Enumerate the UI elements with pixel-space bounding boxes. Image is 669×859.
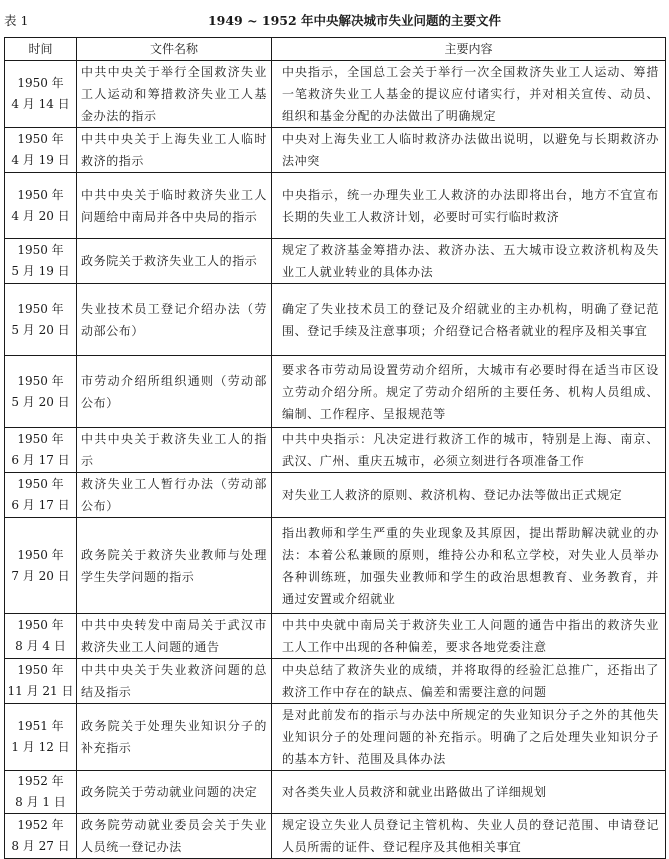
table-row xyxy=(5,814,666,859)
table-row xyxy=(5,518,666,614)
date-day: 5 月 20 日 xyxy=(11,394,70,409)
date-day: 4 月 14 日 xyxy=(11,97,70,111)
cell-main-content: 对各类失业人员救济和就业出路做出了详细规划 xyxy=(272,771,666,814)
table-row xyxy=(5,61,666,128)
table-row xyxy=(5,704,666,771)
table-row xyxy=(5,284,666,356)
cell-date xyxy=(5,814,77,859)
date-year: 1950 年 xyxy=(17,432,64,446)
date-year: 1950 年 xyxy=(17,76,64,90)
header-document-name: 文件名称 xyxy=(77,38,272,61)
cell-document-name: 中共中央关于失业救济问题的总结及指示 xyxy=(77,659,272,704)
cell-main-content: 确定了失业技术员工的登记及介绍就业的主办机构，明确了登记范围、登记手续及注意事项；介绍登记合格者就业的程序及相关事宜 xyxy=(272,284,666,356)
date-year: 1950 年 xyxy=(17,663,64,677)
date-year: 1950 年 xyxy=(17,373,64,388)
cell-date xyxy=(5,239,77,284)
date-year: 1950 年 xyxy=(17,618,64,632)
cell-date xyxy=(5,614,77,659)
cell-document-name: 政务院关于处理失业知识分子的补充指示 xyxy=(77,704,272,771)
cell-date xyxy=(5,284,77,356)
date-day: 8 月 27 日 xyxy=(11,839,70,853)
cell-main-content: 中共中央就中南局关于救济失业工人问题的通告中指出的救济失业工人工作中出现的各种偏差，要求各地党委注意 xyxy=(272,614,666,659)
table-label: 表 1 xyxy=(4,13,29,28)
cell-main-content: 是对此前发布的指示与办法中所规定的失业知识分子之外的其他失业知识分子的处理问题的补充指示。明确了之后处理失业知识分子的基本方针、范围及具体办法 xyxy=(272,704,666,771)
cell-date xyxy=(5,428,77,473)
documents-table xyxy=(4,37,666,859)
cell-date xyxy=(5,173,77,239)
header-main-content: 主要内容 xyxy=(272,38,666,61)
date-year: 1950 年 xyxy=(17,132,64,146)
table-row xyxy=(5,356,666,428)
table-row xyxy=(5,173,666,239)
date-year: 1950 年 xyxy=(17,301,64,316)
date-day: 7 月 20 日 xyxy=(11,568,70,583)
cell-date xyxy=(5,61,77,128)
date-year: 1950 年 xyxy=(17,243,64,257)
table-row xyxy=(5,473,666,518)
cell-document-name: 政务院关于劳动就业问题的决定 xyxy=(77,771,272,814)
table-title: 1949 ~ 1952 年中央解决城市失业问题的主要文件 xyxy=(207,13,502,28)
cell-date xyxy=(5,518,77,614)
table-caption xyxy=(0,0,669,34)
cell-main-content: 中央指示，统一办理失业工人救济的办法即将出台，地方不宜宣布长期的失业工人救济计划，必要时可实行临时救济 xyxy=(272,173,666,239)
cell-document-name: 政务院关于救济失业教师与处理学生失学问题的指示 xyxy=(77,518,272,614)
cell-date xyxy=(5,704,77,771)
table-row xyxy=(5,771,666,814)
table-row xyxy=(5,614,666,659)
cell-main-content: 指出教师和学生严重的失业现象及其原因，提出帮助解决就业的办法：本着公私兼顾的原则，维持公办和私立学校，对失业人员举办各种训练班，加强失业教师和学生的政治思想教育、业务教育，并通过安置或介绍就业 xyxy=(272,518,666,614)
date-day: 6 月 17 日 xyxy=(11,453,70,467)
date-day: 5 月 20 日 xyxy=(11,322,70,337)
date-year: 1950 年 xyxy=(17,477,64,491)
cell-date xyxy=(5,473,77,518)
date-year: 1950 年 xyxy=(17,547,64,562)
cell-document-name: 失业技术员工登记介绍办法（劳动部公布） xyxy=(77,284,272,356)
cell-date xyxy=(5,128,77,173)
cell-document-name: 救济失业工人暂行办法（劳动部公布） xyxy=(77,473,272,518)
date-year: 1950 年 xyxy=(17,187,64,202)
cell-document-name: 中共中央关于救济失业工人的指示 xyxy=(77,428,272,473)
cell-document-name: 中共中央关于上海失业工人临时救济的指示 xyxy=(77,128,272,173)
header-time: 时间 xyxy=(5,38,77,61)
date-day: 5 月 19 日 xyxy=(11,264,70,278)
cell-document-name: 中共中央转发中南局关于武汉市救济失业工人问题的通告 xyxy=(77,614,272,659)
cell-document-name: 市劳动介绍所组织通则（劳动部公布） xyxy=(77,356,272,428)
table-row xyxy=(5,428,666,473)
cell-date xyxy=(5,356,77,428)
date-day: 8 月 1 日 xyxy=(15,795,66,809)
cell-main-content: 中央对上海失业工人临时救济办法做出说明，以避免与长期救济办法冲突 xyxy=(272,128,666,173)
date-day: 11 月 21 日 xyxy=(7,684,74,698)
date-year: 1952 年 xyxy=(17,774,64,788)
cell-main-content: 中共中央指示：凡决定进行救济工作的城市，特别是上海、南京、武汉、广州、重庆五城市，必须立刻进行各项准备工作 xyxy=(272,428,666,473)
table-header-row xyxy=(5,38,666,61)
date-day: 8 月 4 日 xyxy=(15,639,66,653)
table-row xyxy=(5,239,666,284)
cell-date xyxy=(5,771,77,814)
date-day: 1 月 12 日 xyxy=(11,740,70,754)
date-day: 6 月 17 日 xyxy=(11,498,70,512)
cell-main-content: 中央指示，全国总工会关于举行一次全国救济失业工人运动、筹措一笔救济失业工人基金的提议应付诸实行，并对相关宣传、动员、组织和基金分配的办法做出了明确规定 xyxy=(272,61,666,128)
table-row xyxy=(5,659,666,704)
cell-main-content: 规定设立失业人员登记主管机构、失业人员的登记范围、申请登记人员所需的证件、登记程序及其他相关事宜 xyxy=(272,814,666,859)
cell-document-name: 中共中央关于临时救济失业工人问题给中南局并各中央局的指示 xyxy=(77,173,272,239)
cell-date xyxy=(5,659,77,704)
cell-document-name: 政务院关于救济失业工人的指示 xyxy=(77,239,272,284)
cell-main-content: 中央总结了救济失业的成绩，并将取得的经验汇总推广，还指出了救济工作中存在的缺点、偏差和需要注意的问题 xyxy=(272,659,666,704)
cell-document-name: 政务院劳动就业委员会关于失业人员统一登记办法 xyxy=(77,814,272,859)
date-year: 1951 年 xyxy=(17,719,64,733)
cell-main-content: 对失业工人救济的原则、救济机构、登记办法等做出正式规定 xyxy=(272,473,666,518)
date-year: 1952 年 xyxy=(17,818,64,832)
table-row xyxy=(5,128,666,173)
cell-main-content: 要求各市劳动局设置劳动介绍所，大城市有必要时得在适当市区设立劳动介绍分所。规定了劳动介绍所的主要任务、机构人员组成、编制、工作程序、呈报规范等 xyxy=(272,356,666,428)
date-day: 4 月 20 日 xyxy=(11,208,70,223)
date-day: 4 月 19 日 xyxy=(11,153,70,167)
cell-document-name: 中共中央关于举行全国救济失业工人运动和筹措救济失业工人基金办法的指示 xyxy=(77,61,272,128)
table-body xyxy=(5,61,666,859)
cell-main-content: 规定了救济基金筹措办法、救济办法、五大城市设立救济机构及失业工人就业转业的具体办法 xyxy=(272,239,666,284)
